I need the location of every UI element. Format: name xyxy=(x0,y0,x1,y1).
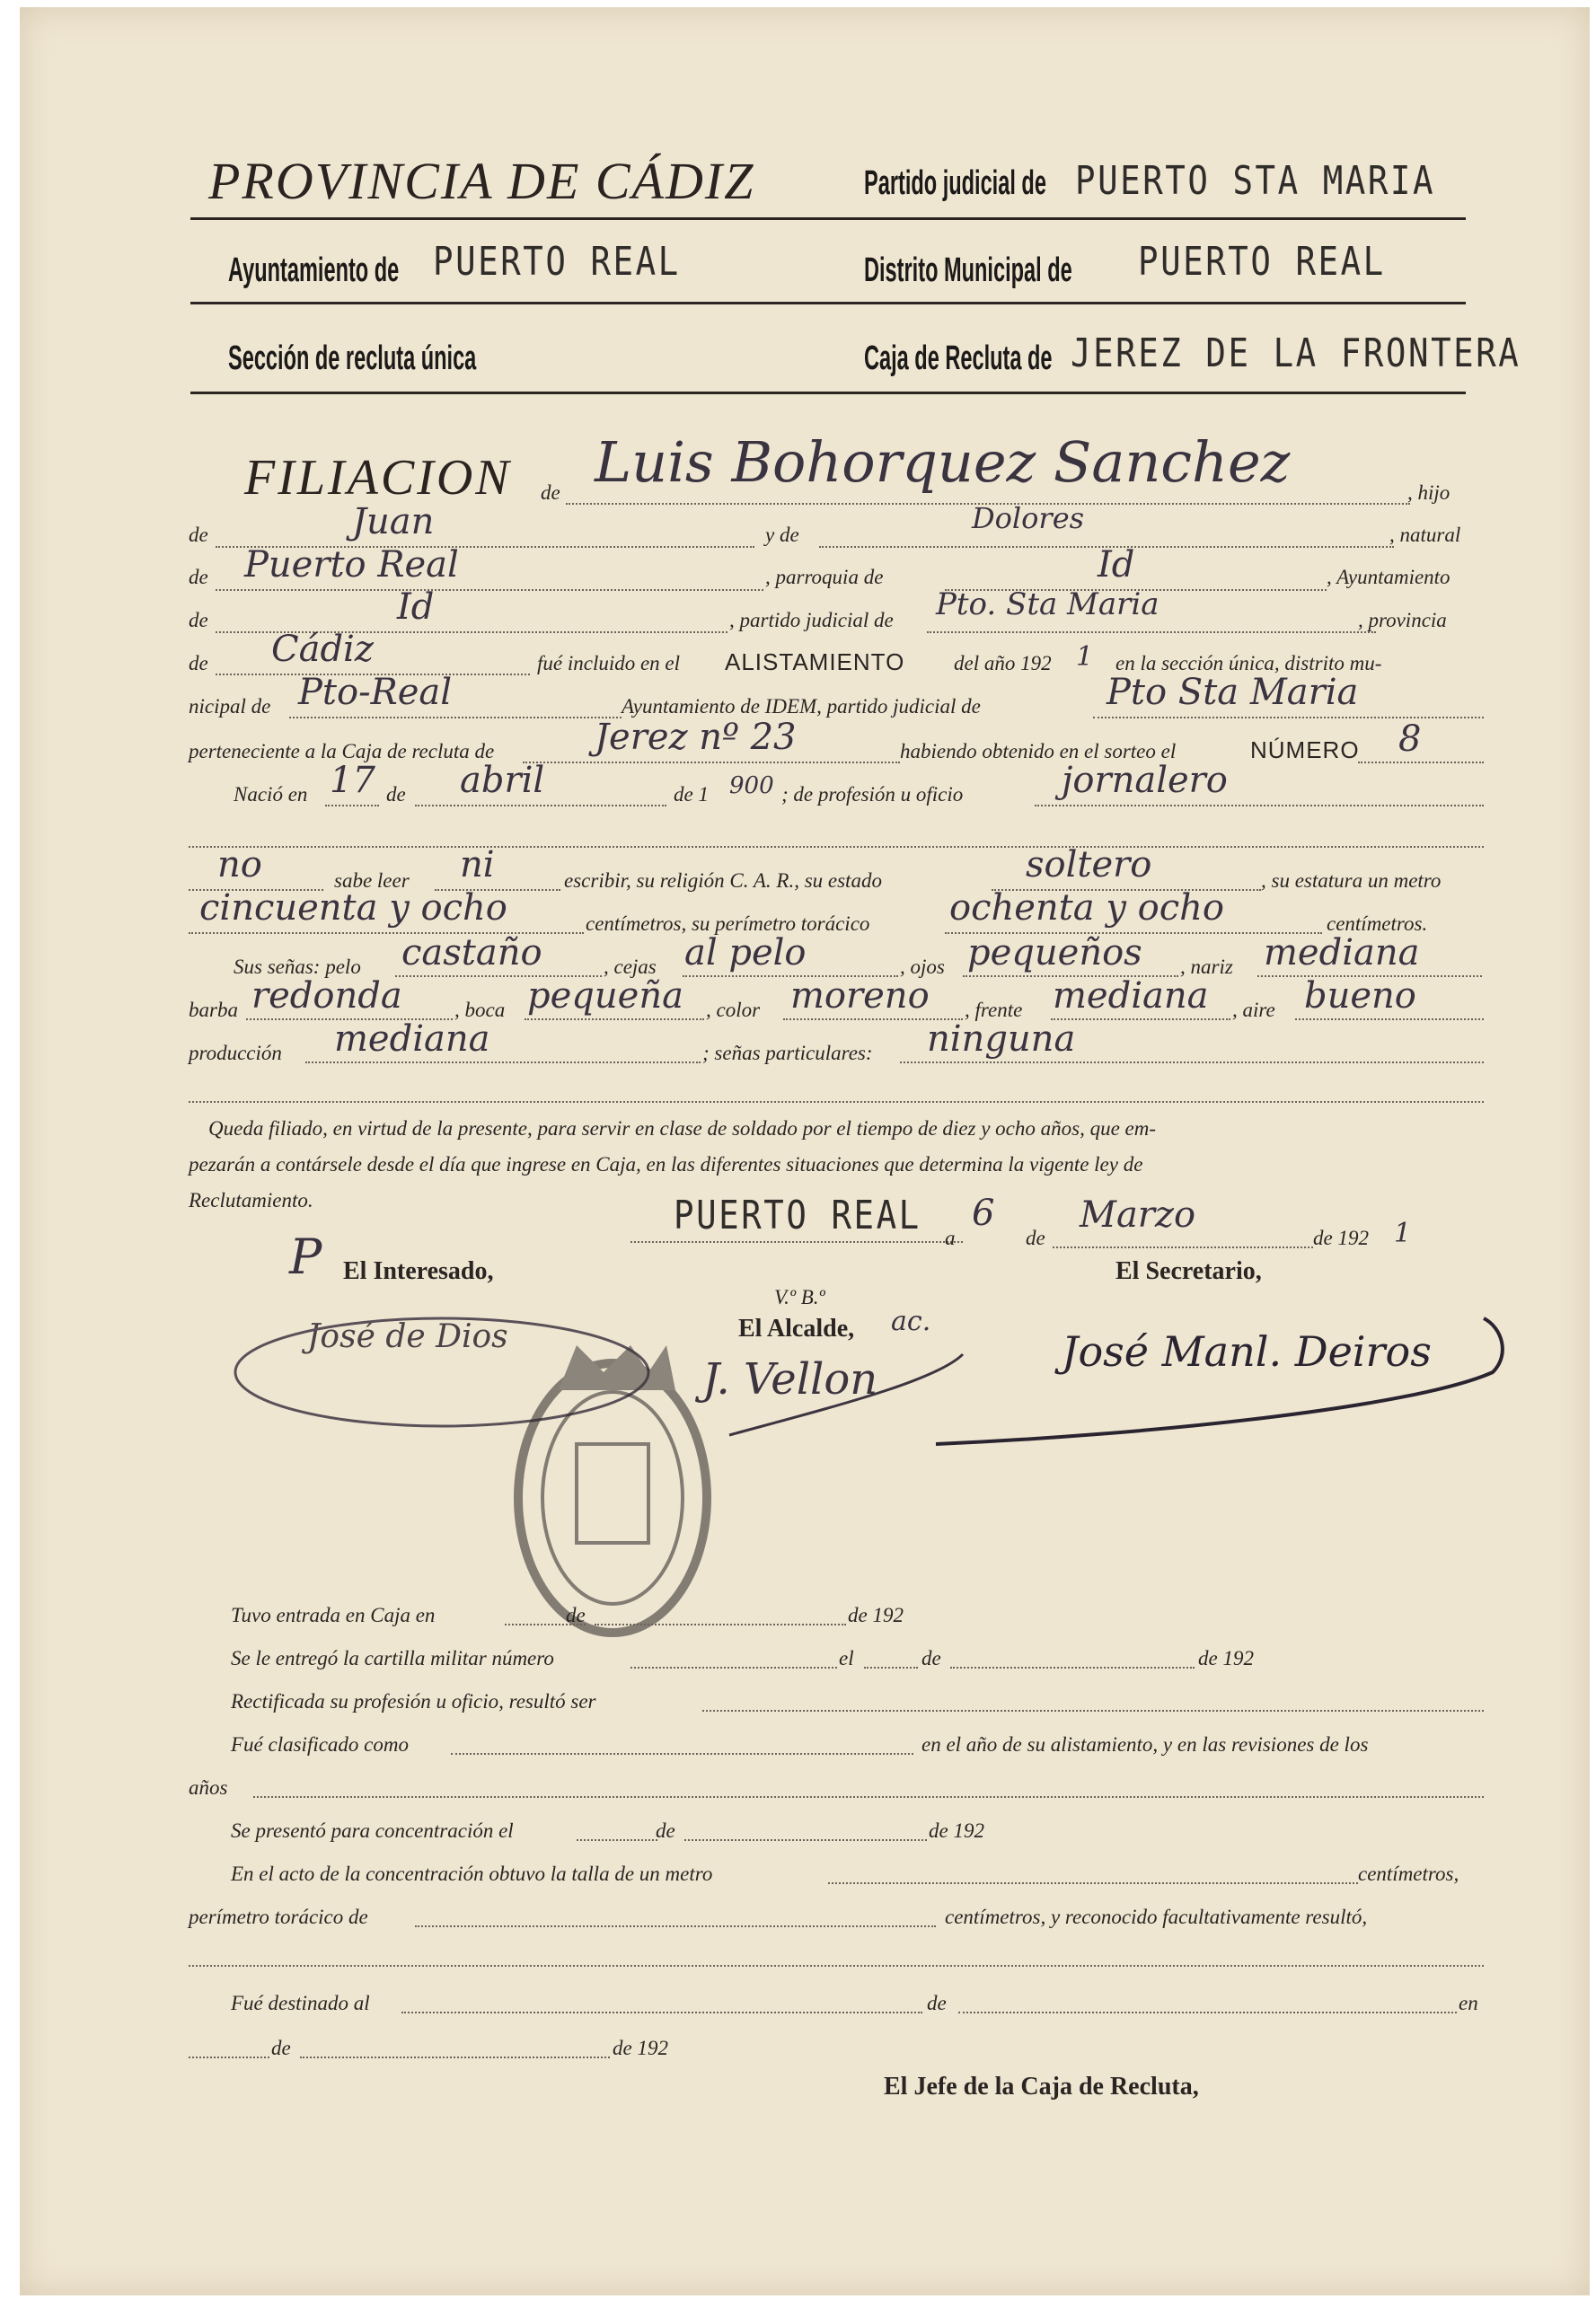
parroquia-value: Id xyxy=(1098,544,1135,586)
estatura-value: cincuenta y ocho xyxy=(199,887,507,929)
toracico-value: ochenta y ocho xyxy=(949,887,1224,929)
alistamiento-text: en el año de su alistamiento, y en las revisiones de los xyxy=(921,1733,1369,1756)
clasificado-label: Fué clasificado como xyxy=(231,1733,410,1756)
boca-label: , boca xyxy=(454,999,506,1021)
caja-value: Jerez nº 23 xyxy=(595,717,797,758)
dest-line-4 xyxy=(300,2057,610,2058)
de-label: de xyxy=(189,566,208,588)
frente-value: mediana xyxy=(1053,975,1209,1017)
aire-value: bueno xyxy=(1304,975,1416,1017)
ayuntamiento-label: Ayuntamiento de xyxy=(228,251,400,289)
partido-judicial-stamp: PUERTO STA MARIA xyxy=(1075,158,1436,204)
barba-value: redonda xyxy=(251,975,402,1017)
ayto-value: Id xyxy=(397,586,435,628)
natural-label: , natural xyxy=(1389,524,1461,546)
de-label: de xyxy=(541,481,560,504)
en-label: en xyxy=(1459,1992,1478,2014)
caja-label: Caja de Recluta de xyxy=(864,339,1053,377)
de-192-label: de 192 xyxy=(613,2037,668,2059)
estado-value: soltero xyxy=(1026,844,1152,885)
cartilla-line-2 xyxy=(864,1667,918,1669)
de-label: de xyxy=(189,609,208,631)
place-stamp: PUERTO REAL xyxy=(674,1193,921,1238)
ojos-label: , ojos xyxy=(900,956,945,978)
rectificada-line xyxy=(702,1710,1484,1712)
destinado-label: Fué destinado al xyxy=(231,1992,370,2014)
cartilla-label: Se le entregó la cartilla militar número xyxy=(231,1647,554,1669)
municipal-value: Pto-Real xyxy=(298,672,453,713)
particulares-label: ; señas particulares: xyxy=(702,1042,873,1064)
date-year-digit: 1 xyxy=(1394,1218,1412,1249)
produccion-value: mediana xyxy=(334,1018,490,1060)
cartilla-line xyxy=(630,1667,837,1669)
caja-stamp: JEREZ DE LA FRONTERA xyxy=(1071,330,1521,376)
alcalde-flourish xyxy=(729,1354,963,1435)
centimetros-label: centímetros, su perímetro torácico xyxy=(586,912,870,935)
paraph-mark: P xyxy=(289,1229,322,1285)
seccion-label: Sección de recluta única xyxy=(228,339,477,377)
ojos-value: pequeños xyxy=(967,932,1142,973)
provincia-label: , provincia xyxy=(1358,609,1447,631)
de-year-label: de 192 xyxy=(1313,1227,1369,1249)
sabe-leer-label: sabe leer xyxy=(334,869,410,892)
date-day: 6 xyxy=(972,1193,995,1234)
alcalde-signature: J. Vellon xyxy=(702,1354,878,1405)
secretario-flourish xyxy=(936,1318,1503,1444)
ayuntamiento-stamp: PUERTO REAL xyxy=(433,239,681,285)
entrada-line-2 xyxy=(595,1624,846,1625)
de-192-label: de 192 xyxy=(848,1604,904,1626)
document-page xyxy=(20,7,1590,2295)
clasificado-line xyxy=(451,1753,913,1755)
talla-label: En el acto de la concentración obtuvo la talla de un metro xyxy=(231,1863,713,1885)
birth-day: 17 xyxy=(330,760,375,801)
numero-label: NÚMERO xyxy=(1250,736,1360,763)
conc-line-2 xyxy=(684,1839,927,1841)
nacio-label: Nació en xyxy=(234,783,308,806)
jefe-label: El Jefe de la Caja de Recluta, xyxy=(884,2073,1199,2101)
legal-line-2: pezarán a contársele desde el día que ingrese en Caja, en las diferentes situaciones que determina la vigente ley de xyxy=(189,1153,1143,1176)
habiendo-label: habiendo obtenido en el sorteo el xyxy=(900,740,1177,762)
de-label: de xyxy=(566,1604,586,1626)
boca-value: pequeña xyxy=(527,975,683,1017)
vb-label: V.º B.º xyxy=(774,1286,825,1308)
shield-icon xyxy=(577,1444,648,1543)
perimetro-cm-label: centímetros, y reconocido facultativamente resultó, xyxy=(945,1906,1368,1928)
distrito-stamp: PUERTO REAL xyxy=(1138,239,1386,285)
legal-line-1: Queda filiado, en virtud de la presente, para servir en clase de soldado por el tiempo de diez y ocho años, que em- xyxy=(208,1117,1157,1140)
aire-label: , aire xyxy=(1232,999,1275,1021)
partido-label: , partido judicial de xyxy=(729,609,894,631)
destinado-line-2 xyxy=(958,2012,1457,2013)
recruit-name: Luis Bohorquez Sanchez xyxy=(595,429,1291,495)
interesado-signature: José de Dios xyxy=(307,1318,508,1355)
seccion-label: en la sección única, distrito mu- xyxy=(1115,652,1382,674)
ayuntamiento-label: , Ayuntamiento xyxy=(1327,566,1451,588)
hijo-label: , hijo xyxy=(1407,481,1451,504)
concentracion-label: Se presentó para concentración el xyxy=(231,1819,514,1842)
color-value: moreno xyxy=(790,975,930,1017)
incluido-label: fué incluido en el xyxy=(537,652,681,674)
secretario-label: El Secretario, xyxy=(1115,1257,1262,1285)
del-ano-label: del año 192 xyxy=(954,652,1052,674)
a-label: a xyxy=(945,1227,956,1249)
numero-value: 8 xyxy=(1398,718,1422,760)
ano-digit: 1 xyxy=(1076,641,1094,673)
blank-line xyxy=(189,1965,1484,1967)
signature-flourishes xyxy=(20,7,1590,2295)
senas-label: Sus señas: pelo xyxy=(234,956,361,978)
alcalde-label: El Alcalde, xyxy=(738,1315,855,1343)
de-label: de xyxy=(271,2037,291,2059)
dest-line-3 xyxy=(189,2057,269,2058)
centimetros-label: centímetros. xyxy=(1327,912,1428,935)
nariz-value: mediana xyxy=(1264,932,1420,973)
de-192-label: de 192 xyxy=(1198,1647,1254,1669)
ayto-idem-label: Ayuntamiento de IDEM, partido judicial de xyxy=(622,695,981,718)
mother-name: Dolores xyxy=(972,501,1085,535)
talla-cm-label: centímetros, xyxy=(1358,1863,1459,1885)
birth-year: 900 xyxy=(729,772,774,799)
de-ano-label: de 1 xyxy=(674,783,709,806)
date-month: Marzo xyxy=(1080,1194,1196,1236)
pelo-value: castaño xyxy=(401,932,542,973)
cejas-label: , cejas xyxy=(604,956,657,978)
de-label: de xyxy=(927,1992,947,2014)
secretario-signature: José Manl. Deiros xyxy=(1062,1327,1432,1376)
de-label: de xyxy=(656,1819,675,1842)
de-label: de xyxy=(189,652,208,674)
de-label: de xyxy=(386,783,406,806)
legal-line-3: Reclutamiento. xyxy=(189,1189,313,1211)
partido-judicial-label: Partido judicial de xyxy=(864,164,1046,202)
el-label: el xyxy=(839,1647,854,1669)
y-de-label: y de xyxy=(765,524,799,546)
barba-label: barba xyxy=(189,999,238,1021)
father-name: Juan xyxy=(352,501,435,542)
cejas-value: al pelo xyxy=(684,932,807,973)
perteneciente-label: perteneciente a la Caja de recluta de xyxy=(189,740,495,762)
anos-label: años xyxy=(189,1776,228,1799)
interesado-label: El Interesado, xyxy=(343,1257,494,1285)
talla-line xyxy=(828,1882,1358,1884)
color-label: , color xyxy=(706,999,761,1021)
de-192-label: de 192 xyxy=(929,1819,984,1842)
filiacion-title: FILIACION xyxy=(244,450,512,506)
destinado-line xyxy=(401,2012,922,2013)
frente-label: , frente xyxy=(965,999,1023,1021)
cartilla-line-3 xyxy=(950,1667,1195,1669)
provincia-heading: PROVINCIA DE CÁDIZ xyxy=(208,152,755,210)
particulares-value: ninguna xyxy=(927,1018,1076,1060)
ayuntamiento-seal xyxy=(518,1345,707,1633)
parroquia-label: , parroquia de xyxy=(765,566,884,588)
estatura-label: , su estatura un metro xyxy=(1261,869,1442,892)
nariz-label: , nariz xyxy=(1180,956,1233,978)
birth-month: abril xyxy=(460,760,545,801)
conc-line xyxy=(577,1839,657,1841)
produccion-label: producción xyxy=(189,1042,282,1064)
partido2-value: Pto Sta Maria xyxy=(1107,672,1359,713)
de-label: de xyxy=(189,524,208,546)
escribir-label: escribir, su religión C. A. R., su estado xyxy=(564,869,882,892)
de-label: de xyxy=(1026,1227,1045,1249)
alcalde-ap: ac. xyxy=(891,1306,931,1337)
anos-line xyxy=(253,1796,1484,1798)
provincia-value: Cádiz xyxy=(271,629,374,670)
distrito-label: Distrito Municipal de xyxy=(864,251,1072,289)
natural-place: Puerto Real xyxy=(244,544,459,586)
profesion-value: jornalero xyxy=(1062,760,1228,801)
sabe-value: no xyxy=(217,844,262,885)
nicipal-label: nicipal de xyxy=(189,695,271,718)
rectificada-label: Rectificada su profesión u oficio, resultó ser xyxy=(231,1690,596,1713)
ni-value: ni xyxy=(460,844,495,885)
partido-value: Pto. Sta Maria xyxy=(936,586,1160,622)
entrada-label: Tuvo entrada en Caja en xyxy=(231,1604,436,1626)
perimetro-label: perímetro torácico de xyxy=(189,1906,368,1928)
alistamiento-label: ALISTAMIENTO xyxy=(725,648,905,675)
profesion-label: ; de profesión u oficio xyxy=(781,783,964,806)
perimetro-line xyxy=(415,1925,936,1927)
crown-icon xyxy=(559,1345,675,1390)
de-label: de xyxy=(921,1647,941,1669)
